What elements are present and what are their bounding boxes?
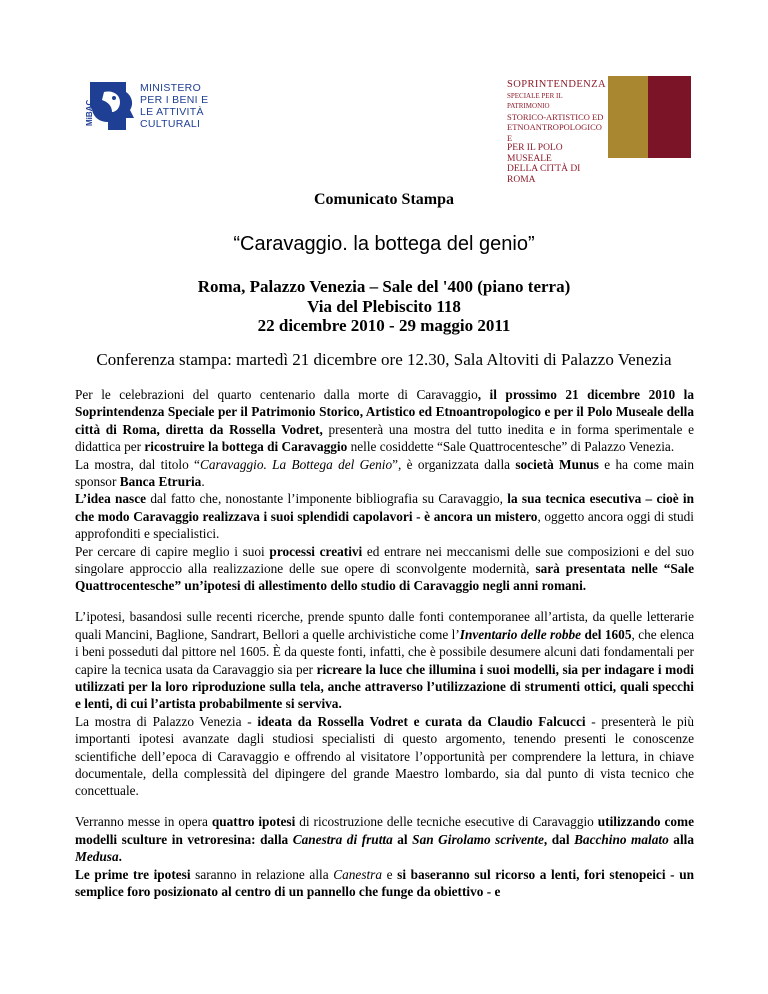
- venue-block: [0, 277, 768, 336]
- mibac-emblem-icon: [82, 78, 136, 134]
- soprintendenza-logo: [501, 76, 691, 185]
- paragraph: Le prime tre ipotesi saranno in relazione alla Canestra e si baseranno sul ricorso a lenti, fori stenopeici - un semplice foro posizionato al centro di un pannello che funge da obiettivo - e: [75, 866, 694, 899]
- mibac-line: CULTURALI: [140, 118, 201, 130]
- paragraph: La mostra di Palazzo Venezia - ideata da Rossella Vodret e curata da Claudio Falcucci - presenterà le più importanti ipotesi avanzate dagli studiosi specialisti di questo argomento, tenendo presenti le conoscenze scientifiche dell’epoca di Caravaggio e offrendo al visitatore l’opportunità per comprendere la lettura, in chiave documentale, della complessità del dipingere del grande Maestro lombardo, sia dal punto di vista tecnico che concettuale.: [75, 713, 694, 799]
- sopr-line: SPECIALE PER IL PATRIMONIO: [507, 91, 563, 110]
- paragraph: Verranno messe in opera quattro ipotesi di ricostruzione delle tecniche esecutive di Caravaggio utilizzando come modelli sculture in vetroresina: dalla Canestra di frutta al San Girolamo scrivente, dal Bacchino malato alla Medusa.: [75, 814, 695, 865]
- venue-line: Roma, Palazzo Venezia – Sale del '400 (piano terra): [197, 277, 571, 296]
- exhibition-title: “Caravaggio. la bottega del genio”: [233, 233, 535, 255]
- document-heading: Comunicato Stampa: [313, 191, 454, 208]
- mibac-line: LE ATTIVITÀ: [140, 106, 204, 118]
- venue-line: Via del Plebiscito 118: [307, 296, 461, 316]
- paragraph: Per le celebrazioni del quarto centenario dalla morte di Caravaggio, il prossimo 21 dicembre 2010 la Soprintendenza Speciale per il Patrimonio Storico, Artistico ed Etnoantropologico e per il Polo Museale della città di Roma, diretta da Rossella Vodret, presenterà una mostra del tutto inedita e in forma sperimentale e didattica per ricostruire la bottega di Caravaggio nelle cosiddette “Sale Quattrocentesche” di Palazzo Venezia.: [75, 387, 694, 455]
- sopr-line: SOPRINTENDENZA: [507, 79, 606, 90]
- soprintendenza-name: [501, 76, 608, 185]
- logo-maroon-band: [648, 76, 691, 158]
- mibac-line: PER I BENI E: [140, 94, 209, 106]
- press-conference-info: Conferenza stampa: martedì 21 dicembre ore 12.30, Sala Altoviti di Palazzo Venezia: [96, 350, 672, 369]
- mibac-line: MINISTERO: [140, 82, 202, 94]
- logo-gold-band: [608, 76, 648, 158]
- paragraph: Per cercare di capire meglio i suoi processi creativi ed entrare nei meccanismi delle sue composizioni e del suo singolare approccio alla realizzazione delle sue opere di sconvolgente modernità, sarà presentata nelle “Sale Quattrocentesche” un’ipotesi di allestimento dello studio di Caravaggio negli anni romani.: [75, 543, 695, 594]
- press-release-body: [75, 386, 694, 900]
- sopr-line: ETNOANTROPOLOGICO E: [507, 122, 602, 143]
- venue-line: 22 dicembre 2010 - 29 maggio 2011: [257, 316, 511, 335]
- sopr-line: PER IL POLO MUSEALE: [507, 143, 563, 164]
- sopr-line: STORICO-ARTISTICO ED: [507, 111, 604, 122]
- sopr-line: DELLA CITTÀ DI ROMA: [507, 164, 581, 185]
- paragraph: La mostra, dal titolo “Caravaggio. La Bottega del Genio”, è organizzata dalla società Munus e ha come main sponsor Banca Etruria.: [75, 456, 694, 490]
- mibac-logo: [82, 78, 208, 134]
- paragraph: L’ipotesi, basandosi sulle recenti ricerche, prende spunto dalle fonti contemporanee all’artista, da quelle letterarie quali Mancini, Baglione, Sandrart, Bellori a quelle archivistiche come l’Inventario delle robbe del 1605, che elenca i beni posseduti dal pittore nel 1605. È da queste fonti, infatti, che è possibile desumere alcuni dati fondamentali per capire la tecnica usata da Caravaggio sia per ricreare la luce che illumina i suoi modelli, sia per indagare i modi utilizzati per la loro riproduzione sulla tela, anche attraverso l’utilizzazione di strumenti ottici, quali specchi e lenti, di cui l’artista probabilmente si serviva.: [75, 609, 695, 712]
- paragraph: L’idea nasce dal fatto che, nonostante l’imponente bibliografia su Caravaggio, la sua tecnica esecutiva – cioè in che modo Caravaggio realizzava i suoi splendidi capolavori - è ancora un mistero, oggetto ancora oggi di studi approfonditi e specialistici.: [75, 491, 695, 542]
- mibac-mark-text: MiBAC: [85, 99, 94, 126]
- mibac-name: [140, 82, 208, 130]
